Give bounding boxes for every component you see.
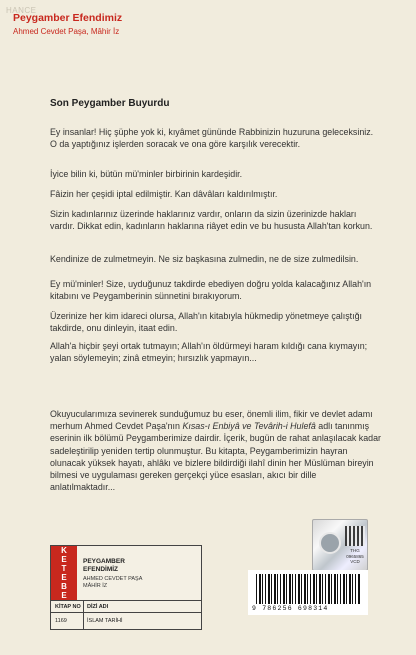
logo-letter: B [61,582,67,591]
blurb-text: Okuyucularımıza sevinerek sunduğumuz bu eser, önemli ilim, fikir ve devlet adamı merhum Ahmed Cevdet Paşa'nın [50,409,373,432]
blurb-text: adlı tanınmış eserinin ilk bölümü Peygamberimize dairdir. İçerik, bugün de rahat anlaşılacak kadar sadeleştirilip yeniden tertip olunmuştur. Bu kitapta, Peygamberimizin hayran olunacak yüksek hayatı, ahlâkı ve bizlere bildirdiği ilahî dinin her Müslüman bireyin bilmesi ve uygulaması gereken gerçekçi yüce esasları, akıcı bir dille anlatılmaktadır... [50,421,382,493]
hologram-sticker [312,519,368,571]
table-divider [51,612,201,613]
quote-paragraph: İyice bilin ki, bütün mü'minler birbirinin kardeşidir. [50,169,243,179]
quote-paragraph: Allah'a hiçbir şeyi ortak tutmayın; Allah'ın öldürmeyi haram kıldığı cana kıymayın; yalan söylemeyin; zinâ etmeyin; hırsızlık yapmayın... [50,341,368,364]
hologram-code-line: THG [350,548,360,553]
header-series: DİZİ ADI [87,604,109,610]
publisher-logo [51,546,77,600]
quote-paragraph: Kendinize de zulmetmeyin. Ne siz başkasına zulmedin, ne de size zulmedilsin. [50,254,359,264]
hologram-code-line: 0965865 [346,553,364,559]
quote-paragraph: Sizin kadınlarınız üzerinde haklarınız vardır, onların da sizin üzerinizde hakları vardır. Dikkat edin, kadınların haklarına riâyet edin ve bu hususta Allah'tan korkun. [50,209,373,232]
section-title: Son Peygamber Buyurdu [50,98,170,109]
quote-paragraph: Ey mü'minler! Size, uyduğunuz takdirde ebediyen doğru yolda kalacağınız Allah'ın kitabını ve Peygamberinin sünnetini bırakıyorum. [50,279,372,302]
value-book-no: 1169 [55,618,67,624]
value-series: İSLAM TARİHİ [87,618,123,624]
info-book-title [83,558,193,574]
table-divider [83,601,84,630]
info-author-line: AHMED CEVDET PAŞA [83,576,143,582]
info-table [51,600,201,630]
book-title: Peygamber Efendimiz [13,12,123,24]
info-author-line: MÂHİR İZ [83,583,108,589]
header-book-no: KİTAP NO [55,604,81,610]
isbn-barcode [248,570,368,615]
info-book-author [83,576,193,590]
publisher-info-box [50,545,202,630]
quote-paragraph: Üzerinize her kim idareci olursa, Allah'ın kitabıyla hükmedip yönetmeye çalıştığı takdirde, onu dinleyin, itaat edin. [50,311,362,334]
scratch-mark: HANCE [6,6,37,15]
hologram-seal-icon [319,532,341,554]
book-author: Ahmed Cevdet Paşa, Mâhir İz [13,27,120,36]
logo-letter: E [61,591,67,600]
blurb-book-title: Kısas-ı Enbiyâ ve Tevârih-i Hulefâ [182,421,316,432]
logo-letter: E [61,573,67,582]
hologram-code [343,548,367,565]
logo-letter: K [61,546,67,555]
info-title-line: EFENDİMİZ [83,566,119,573]
barcode-bars-icon [256,574,360,604]
logo-letter: T [61,564,67,573]
blurb-paragraph [50,408,382,493]
qr-code-icon [345,526,365,546]
info-title-line: PEYGAMBER [83,558,125,565]
hologram-code-line: VCD [350,559,360,564]
isbn-number: 9 786256 698314 [252,605,329,612]
quote-paragraph: Fâizin her çeşidi iptal edilmiştir. Kan dâvâları kaldırılmıştır. [50,189,278,199]
quote-paragraph: Ey insanlar! Hiç şüphe yok ki, kıyâmet gününde Rabbinizin huzuruna geleceksiniz. O da yaptığınız işlerden soracak ve ona göre karşılık verecektir. [50,127,374,150]
logo-letter: E [61,555,67,564]
